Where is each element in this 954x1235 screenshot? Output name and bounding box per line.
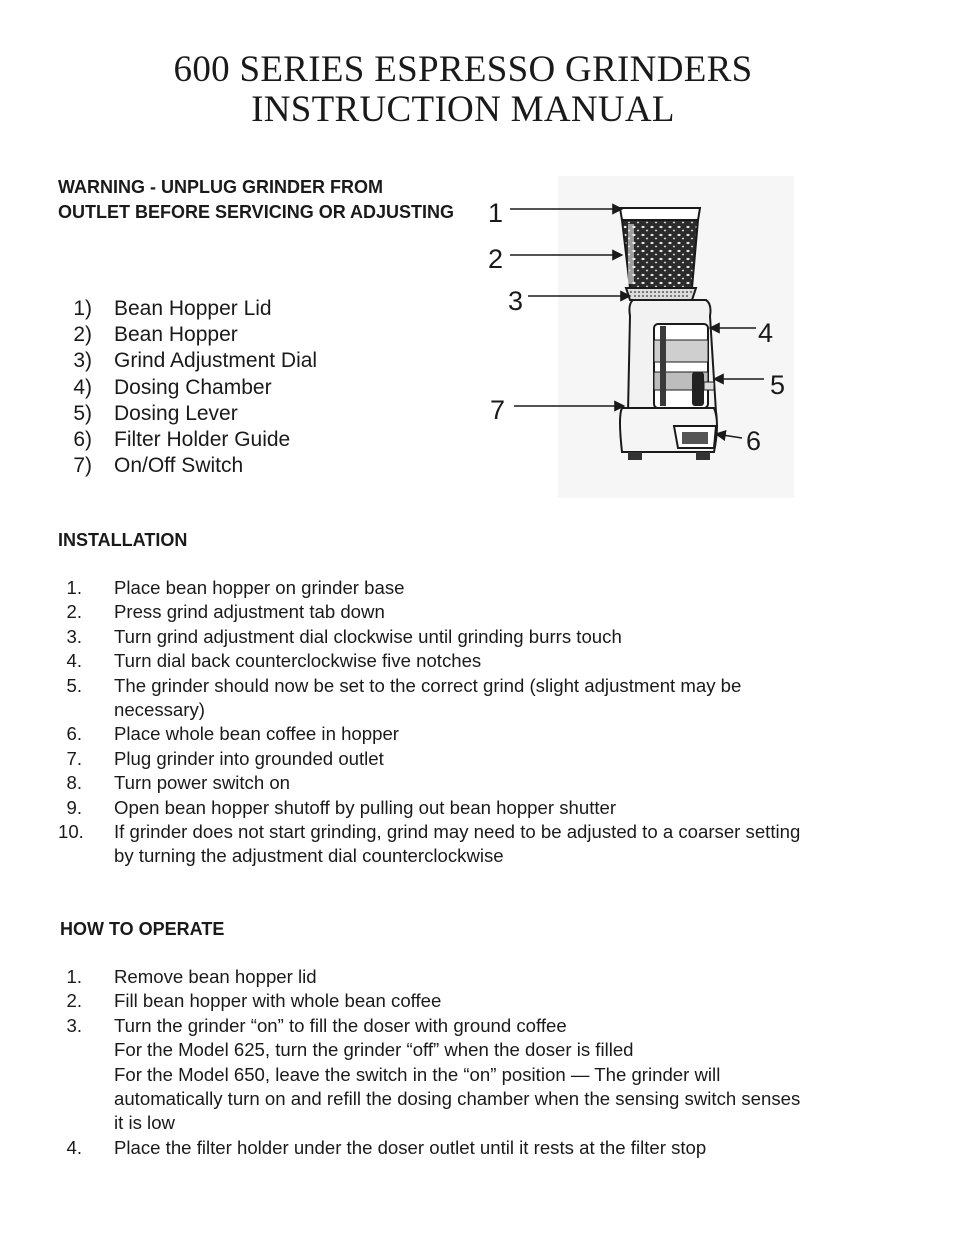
step-text: The grinder should now be set to the correct grind (slight adjustment may be necessary) [114, 674, 742, 721]
step-number: 2. [66, 990, 82, 1012]
callout-5: 5 [770, 370, 786, 400]
list-item [58, 747, 858, 771]
part-label: Dosing Chamber [114, 375, 272, 399]
step-line: For the Model 625, turn the grinder “off” when the doser is filled [114, 1039, 634, 1061]
title-line-1: 600 SERIES ESPRESSO GRINDERS [173, 49, 753, 90]
step-number: 6. [66, 723, 82, 745]
list-item [58, 576, 858, 600]
step-text [114, 1014, 804, 1136]
part-number: 7) [73, 454, 92, 478]
step-text: Turn grind adjustment dial clockwise until grinding burrs touch [114, 625, 622, 647]
step-text: Plug grinder into grounded outlet [114, 747, 384, 769]
step-text: Turn dial back counterclockwise five notches [114, 650, 482, 672]
list-item [58, 965, 858, 989]
grinder-diagram [478, 176, 808, 500]
step-text: Fill bean hopper with whole bean coffee [114, 990, 442, 1012]
step-number: 1. [66, 577, 82, 598]
step-text: Open bean hopper shutoff by pulling out bean hopper shutter [114, 796, 617, 818]
operate-heading: HOW TO OPERATE [60, 919, 225, 939]
list-item [58, 771, 858, 795]
part-number: 3) [73, 349, 92, 373]
list-item [58, 674, 858, 723]
operate-steps [58, 965, 858, 1160]
part-label: Dosing Lever [114, 401, 238, 425]
step-text: Place bean hopper on grinder base [114, 577, 405, 598]
dosing-lever [692, 372, 704, 406]
list-item [58, 1136, 858, 1160]
list-item [58, 820, 858, 869]
step-line: Turn the grinder “on” to fill the doser with ground coffee [114, 1014, 567, 1036]
step-number: 3. [66, 1014, 82, 1036]
installation-heading: INSTALLATION [58, 530, 188, 550]
step-number: 4. [66, 1136, 82, 1158]
part-number: 2) [73, 323, 92, 347]
step-text: Press grind adjustment tab down [114, 601, 385, 623]
step-number: 4. [66, 650, 82, 672]
list-item [58, 722, 858, 746]
grind-dial [626, 288, 696, 300]
callout-2: 2 [488, 244, 504, 274]
step-text: Remove bean hopper lid [114, 966, 317, 987]
step-text: Place whole bean coffee in hopper [114, 723, 399, 745]
part-label: Bean Hopper [114, 323, 238, 347]
step-number: 5. [66, 674, 82, 696]
step-text: If grinder does not start grinding, grind may need to be adjusted to a coarser setting by turning the adjustment dial counterclockwise [114, 821, 801, 867]
part-label: Bean Hopper Lid [114, 297, 272, 320]
part-number: 5) [73, 401, 92, 425]
part-number: 4) [73, 375, 92, 399]
part-label: Filter Holder Guide [114, 427, 291, 451]
list-item [58, 989, 858, 1013]
callout-3: 3 [508, 286, 524, 316]
step-number: 9. [66, 796, 82, 818]
document-title [0, 50, 926, 130]
step-number: 10. [58, 821, 84, 843]
list-item [58, 796, 858, 820]
hopper-lid [620, 208, 700, 220]
step-text: Place the filter holder under the doser outlet until it rests at the filter stop [114, 1136, 707, 1158]
warning-notice: WARNING - UNPLUG GRINDER FROM OUTLET BEFORE SERVICING OR ADJUSTING [58, 177, 455, 222]
step-line: For the Model 650, leave the switch in the “on” position — The grinder will automatically turn on and refill the dosing chamber when the sensing switch senses it is low [114, 1063, 801, 1134]
step-number: 7. [66, 747, 82, 769]
callout-4: 4 [758, 318, 774, 348]
list-item [58, 625, 858, 649]
part-label: On/Off Switch [114, 454, 244, 478]
title-line-2: INSTRUCTION MANUAL [251, 89, 675, 130]
list-item [58, 1014, 858, 1136]
part-number: 6) [73, 427, 92, 451]
step-text: Turn power switch on [114, 772, 291, 794]
step-number: 8. [66, 772, 82, 794]
step-number: 1. [66, 966, 82, 987]
part-label: Grind Adjustment Dial [114, 349, 318, 373]
callout-6: 6 [746, 426, 762, 456]
step-number: 3. [66, 625, 82, 647]
part-number: 1) [73, 297, 92, 320]
installation-steps [58, 576, 858, 869]
step-number: 2. [66, 601, 82, 623]
list-item [58, 649, 858, 673]
callout-7: 7 [490, 395, 506, 425]
list-item [58, 600, 858, 624]
callout-1: 1 [488, 198, 504, 228]
